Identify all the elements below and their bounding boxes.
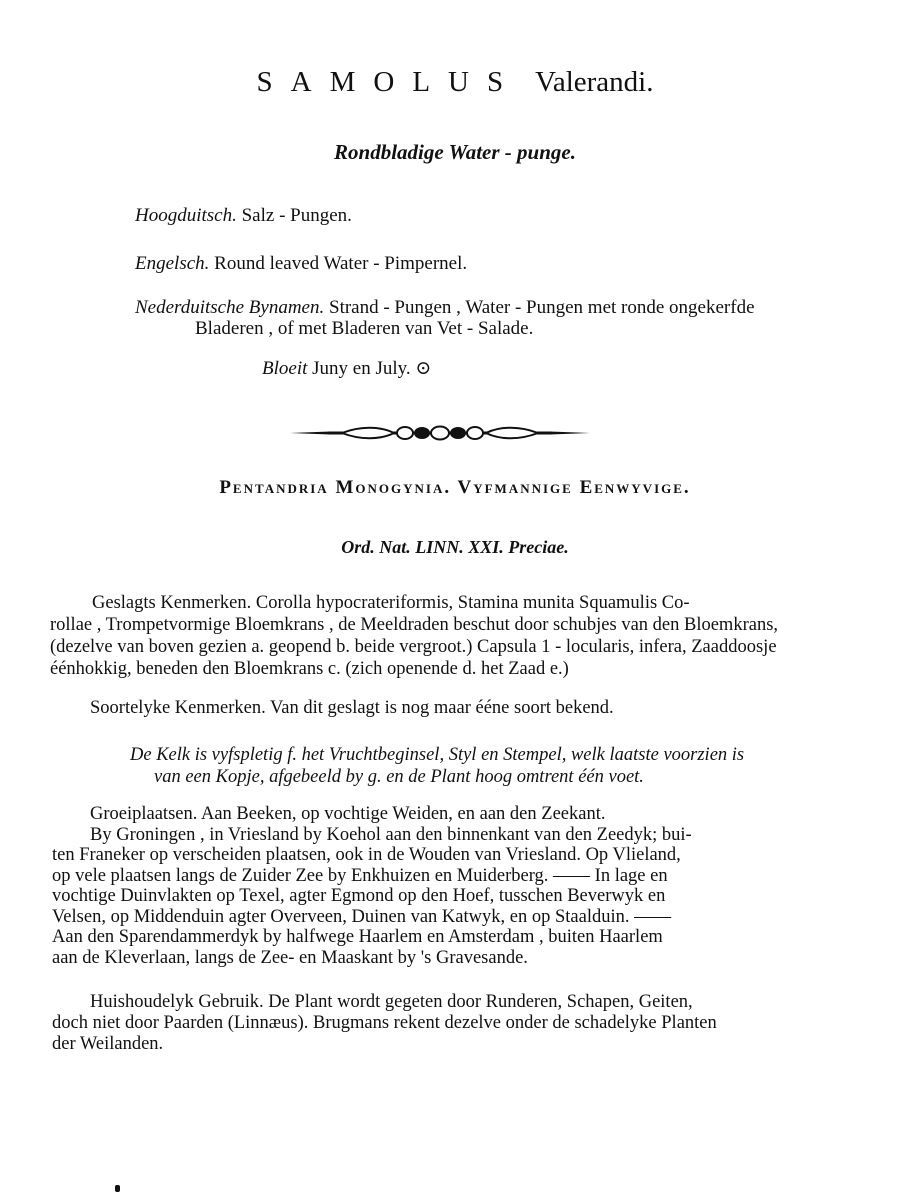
german-label: Hoogduitsch. [135,205,237,226]
habitat-line-7: Aan den Sparendammerdyk by halfwege Haarlem en Amsterdam , buiten Haarlem [52,927,663,947]
ornament-divider-icon [290,422,590,444]
bynamen-text-1: Strand - Pungen , Water - Pungen met ronde ongekerfde [329,297,755,318]
german-value: Salz - Pungen. [241,205,352,226]
genus-line-1: Geslagts Kenmerken. Corolla hypocrateriformis, Stamina munita Squamulis Co- [92,593,690,613]
calyx-description [130,744,744,788]
german-name-line [135,205,352,227]
english-name-line [135,253,467,275]
use-line-2: doch niet door Paarden (Linnæus). Brugmans rekent dezelve onder de schadelyke Planten [52,1013,717,1033]
use-line-3: der Weilanden. [52,1034,164,1054]
habitat-line-8: aan de Kleverlaan, langs de Zee- en Maaskant by 's Gravesande. [52,947,528,968]
classification-heading: Pentandria Monogynia. Vyfmannige Eenwyvige. [219,477,691,498]
page-title [0,66,910,99]
economic-use [52,992,858,1055]
annual-symbol: ⊙ [415,358,432,379]
habitat-line-1: Groeiplaatsen. Aan Beeken, op vochtige Weiden, en aan den Zeekant. [90,804,606,824]
natural-order: Ord. Nat. LINN. XXI. Preciae. [341,537,569,557]
genus-line-2: rollae , Trompetvormige Bloemkrans , de Meeldraden beschut door schubjes van den Bloemkrans, [50,615,779,635]
habitats [52,804,858,968]
use-line-1: Huishoudelyk Gebruik. De Plant wordt gegeten door Runderen, Schapen, Geiten, [90,992,693,1012]
genus-name: SAMOLUS [256,66,522,98]
ink-mark [115,1185,120,1192]
habitat-line-2: By Groningen , in Vriesland by Koehol aan den binnenkant van den Zeedyk; bui- [90,824,692,845]
calyx-line-1: De Kelk is vyfspletig f. het Vruchtbeginsel, Styl en Stempel, welk laatste voorzien is [130,745,745,765]
habitat-line-6: Velsen, op Middenduin agter Overveen, Duinen van Katwyk, en op Staalduin. —— [52,906,672,927]
bynamen-line-1 [135,297,755,319]
bynamen-line-2: Bladeren , of met Bladeren van Vet - Salade. [195,318,534,339]
habitat-line-3: ten Franeker op verscheiden plaatsen, ook in de Wouden van Vriesland. Op Vlieland, [52,845,681,865]
bynamen-label: Nederduitsche Bynamen. [135,297,325,318]
english-label: Engelsch. [135,253,210,274]
genus-characteristics [50,592,860,680]
species-name: Valerandi. [535,66,654,98]
bloeit-label: Bloeit [262,358,308,379]
habitat-line-4: op vele plaatsen langs de Zuider Zee by Enkhuizen en Muiderberg. —— In lage en [52,865,668,886]
genus-line-3: (dezelve van boven gezien a. geopend b. beide vergroot.) Capsula 1 - locularis, infera, Zaaddoosje [50,637,777,657]
bloeit-line [262,357,431,380]
english-value: Round leaved Water - Pimpernel. [214,253,468,274]
genus-line-4: éénhokkig, beneden den Bloemkrans c. (zich openende d. het Zaad e.) [50,659,569,679]
bloeit-value: Juny en July. [312,358,411,379]
habitat-line-5: vochtige Duinvlakten op Texel, agter Egmond op den Hoef, tusschen Beverwyk en [52,886,666,906]
species-characteristics: Soortelyke Kenmerken. Van dit geslagt is nog maar ééne soort bekend. [90,698,614,718]
calyx-line-2: van een Kopje, afgebeeld by g. en de Plant hoog omtrent één voet. [154,767,644,787]
dutch-name: Rondbladige Water - punge. [334,140,576,164]
